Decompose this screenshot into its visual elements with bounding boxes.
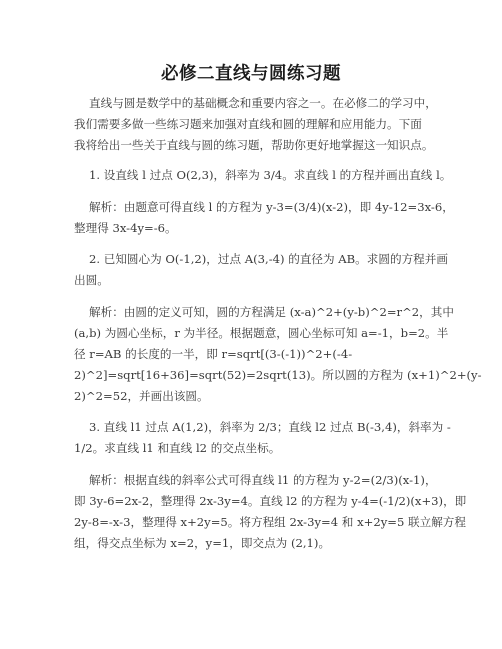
answer-1-line: 解析：由题意可得直线 l 的方程为 y-3=(3/4)(x-2)，即 4y-12=3x-6， xyxy=(89,200,454,214)
intro-line: 我们需要多做一些练习题来加强对直线和圆的理解和应用能力。下面 xyxy=(74,117,422,131)
question-3-line: 3. 直线 l1 过点 A(1,2)，斜率为 2/3；直线 l2 过点 B(-3,4)，斜率为 - xyxy=(89,420,451,434)
question-2-line: 2. 已知圆心为 O(-1,2)，过点 A(3,-4) 的直径为 AB。求圆的方程并画 xyxy=(89,252,448,266)
answer-3-line: 2y-8=-x-3，整理得 x+2y=5。将方程组 2x-3y=4 和 x+2y=5 联立解方程 xyxy=(74,515,466,529)
answer-3-line: 解析：根据直线的斜率公式可得直线 l1 的方程为 y-2=(2/3)(x-1)， xyxy=(89,473,437,487)
intro-line: 直线与圆是数学中的基础概念和重要内容之一。在必修二的学习中， xyxy=(89,96,437,110)
answer-2-line: (a,b) 为圆心坐标，r 为半径。根据题意，圆心坐标可知 a=-1，b=2。半 xyxy=(74,326,449,340)
question-1-line: 1. 设直线 l 过点 O(2,3)，斜率为 3/4。求直线 l 的方程并画出直线 l。 xyxy=(89,168,452,182)
answer-2-line: 径 r=AB 的长度的一半，即 r=sqrt[(3-(-1))^2+(-4- xyxy=(74,347,353,361)
document-title: 必修二直线与圆练习题 xyxy=(161,64,341,84)
question-3-line: 1/2。求直线 l1 和直线 l2 的交点坐标。 xyxy=(74,441,281,455)
answer-3-line: 即 3y-6=2x-2，整理得 2x-3y=4。直线 l2 的方程为 y-4=(-1/2)(x+3)，即 xyxy=(74,494,467,508)
question-2-line: 出圆。 xyxy=(74,273,109,287)
intro-line: 我将给出一些关于直线与圆的练习题，帮助你更好地掌握这一知识点。 xyxy=(74,138,434,152)
answer-1-line: 整理得 3x-4y=-6。 xyxy=(74,221,177,235)
answer-2-line: 解析：由圆的定义可知，圆的方程满足 (x-a)^2+(y-b)^2=r^2，其中 xyxy=(89,305,454,319)
answer-2-line: 2)^2]=sqrt[16+36]=sqrt(52)=2sqrt(13)。所以圆的方程为 (x+1)^2+(y- xyxy=(74,368,482,382)
answer-2-line: 2)^2=52，并画出该圆。 xyxy=(74,389,209,403)
answer-3-line: 组，得交点坐标为 x=2，y=1，即交点为 (2,1)。 xyxy=(74,536,331,550)
